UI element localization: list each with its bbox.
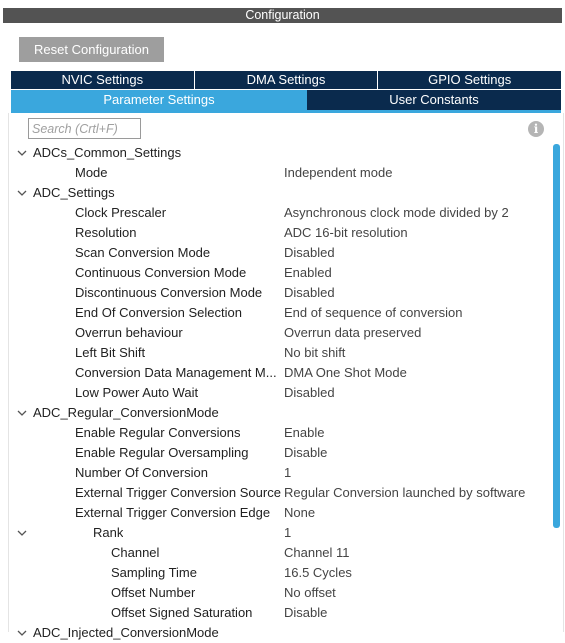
tree-param-row[interactable] [0,603,553,623]
tree-value: None [284,505,316,520]
tree-param-row[interactable] [0,263,553,283]
info-icon[interactable]: i [528,121,544,137]
scrollbar-thumb[interactable] [553,144,560,528]
tree-group-row[interactable] [0,523,553,543]
tree-label: ADC_Regular_ConversionMode [33,405,219,420]
tree-label: Offset Number [111,585,196,600]
tree-value: Channel 11 [284,545,350,560]
tree-param-row[interactable] [0,223,553,243]
chevron-down-icon[interactable] [17,188,27,198]
tree-label: ADCs_Common_Settings [33,145,182,160]
tree-group-row[interactable] [0,183,553,203]
window-title: Configuration [3,8,562,23]
tree-param-row[interactable] [0,283,553,303]
tree-param-row[interactable] [0,343,553,363]
tree-value: Disabled [284,245,335,260]
tree-label: Offset Signed Saturation [111,605,253,620]
tree-value: Disabled [284,285,335,300]
tree-param-row[interactable] [0,383,553,403]
tab-dma-settings[interactable]: DMA Settings [195,71,379,89]
tab-gpio-settings[interactable]: GPIO Settings [378,71,561,89]
tree-label: Number Of Conversion [75,465,208,480]
tree-value: ADC 16-bit resolution [284,225,408,240]
tree-param-row[interactable] [0,563,553,583]
tree-param-row[interactable] [0,423,553,443]
tab-user-constants[interactable]: User Constants [307,90,561,110]
tree-value: No offset [284,585,336,600]
tree-param-row[interactable] [0,483,553,503]
tree-value: No bit shift [284,345,346,360]
tree-param-row[interactable] [0,583,553,603]
tree-param-row[interactable] [0,443,553,463]
tree-value: Enabled [284,265,332,280]
tree-label: External Trigger Conversion Source [75,485,281,500]
tree-group-row[interactable] [0,403,553,423]
tree-param-row[interactable] [0,163,553,183]
tab-bar-top [11,71,561,89]
tab-bar-bottom [11,90,561,110]
tree-param-row[interactable] [0,303,553,323]
tree-value: 1 [284,525,292,540]
tree-param-row[interactable] [0,463,553,483]
tree-value: DMA One Shot Mode [284,365,407,380]
tree-value: Asynchronous clock mode divided by 2 [284,205,509,220]
tree-param-row[interactable] [0,543,553,563]
tree-param-row[interactable] [0,323,553,343]
tree-label: External Trigger Conversion Edge [75,505,271,520]
tree-value: Overrun data preserved [284,325,422,340]
tree-param-row[interactable] [0,503,553,523]
chevron-down-icon[interactable] [17,408,27,418]
tree-label: Discontinuous Conversion Mode [75,285,263,300]
window-titlebar [0,0,565,24]
tree-label: Sampling Time [111,565,197,580]
tree-group-row[interactable] [0,143,553,163]
tree-label: Scan Conversion Mode [75,245,211,260]
tree-label: ADC_Injected_ConversionMode [33,625,219,640]
tree-param-row[interactable] [0,243,553,263]
tree-param-row[interactable] [0,203,553,223]
tree-value: Independent mode [284,165,393,180]
tree-param-row[interactable] [0,363,553,383]
reset-configuration-button[interactable]: Reset Configuration [19,37,164,62]
tree-label: Mode [75,165,108,180]
tree-label: Enable Regular Oversampling [75,445,249,460]
search-input[interactable] [28,118,141,139]
tree-label: Resolution [75,225,137,240]
tree-group-row[interactable] [0,623,553,643]
tree-label: Enable Regular Conversions [75,425,241,440]
tree-value: Disable [284,605,328,620]
tree-label: Clock Prescaler [75,205,167,220]
tree-value: End of sequence of conversion [284,305,463,320]
tree-label: ADC_Settings [33,185,115,200]
tree-value: 16.5 Cycles [284,565,352,580]
tab-nvic-settings[interactable]: NVIC Settings [11,71,195,89]
tree-label: Low Power Auto Wait [75,385,199,400]
tree-label: Channel [111,545,160,560]
tree-label: Overrun behaviour [75,325,183,340]
tree-label: Continuous Conversion Mode [75,265,247,280]
chevron-down-icon[interactable] [17,528,27,538]
tree-value: Disabled [284,385,335,400]
tree-label: End Of Conversion Selection [75,305,242,320]
chevron-down-icon[interactable] [17,148,27,158]
tree-label: Conversion Data Management M... [75,365,277,380]
chevron-down-icon[interactable] [17,628,27,638]
tree-value: Disable [284,445,328,460]
tab-parameter-settings[interactable]: Parameter Settings [11,90,307,110]
tree-value: Enable [284,425,325,440]
tree-value: 1 [284,465,292,480]
tree-value: Regular Conversion launched by software [284,485,526,500]
tree-label: Left Bit Shift [75,345,146,360]
tree-label: Rank [93,525,124,540]
